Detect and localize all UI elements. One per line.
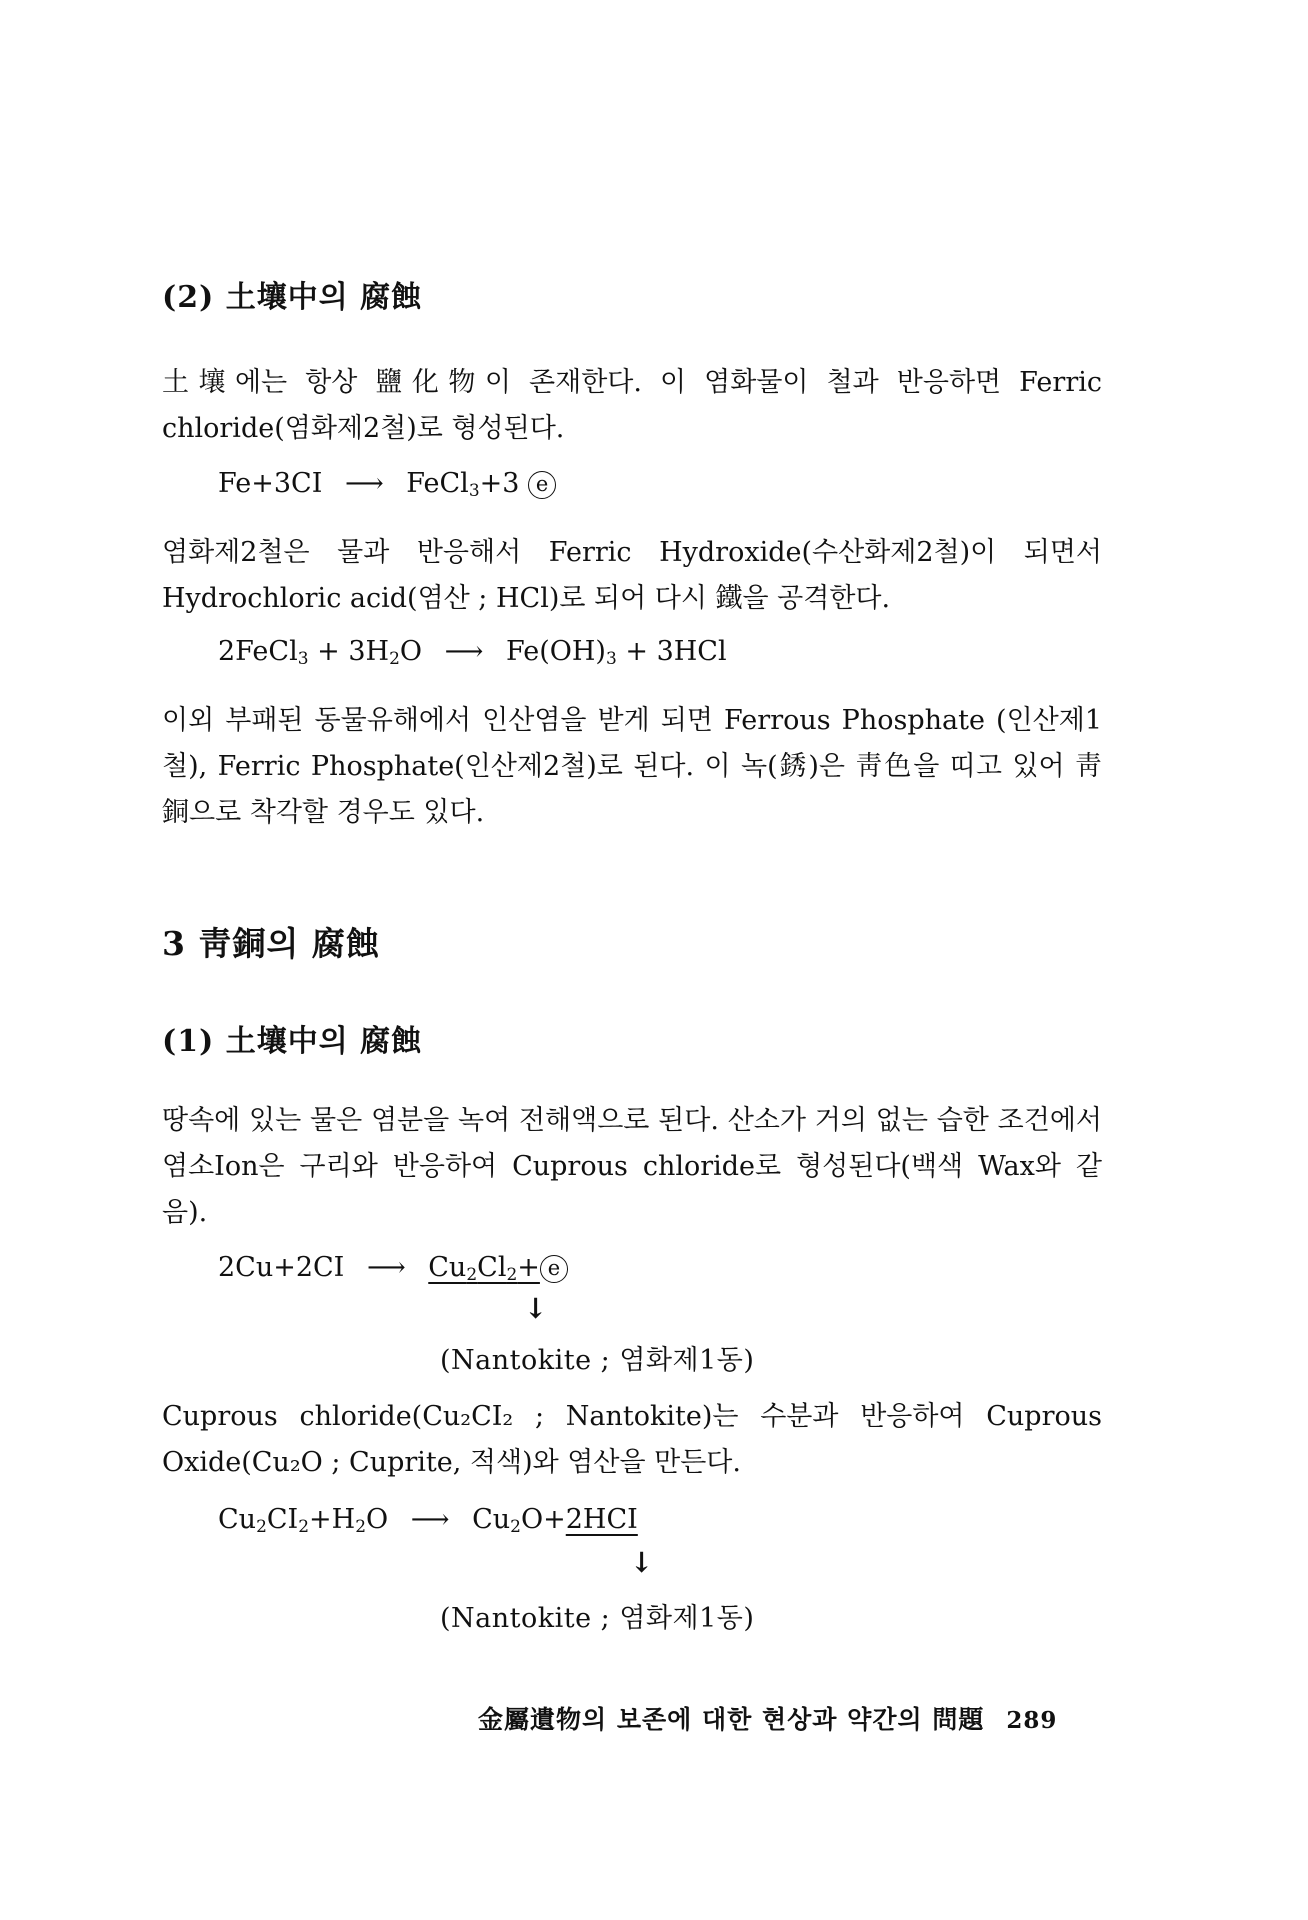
subscript: 3: [605, 649, 617, 669]
subscript: 3: [468, 481, 480, 501]
equation-term: Cu: [218, 1504, 257, 1535]
paragraph: 염화제2철은 물과 반응해서 Ferric Hydroxide(수산화제2철)이 되면서 Hydrochloric acid(염산 ; HCl)로 되어 다시 鐵을 공격한다.: [162, 537, 1102, 614]
equation-term: O: [366, 1504, 389, 1535]
chemical-equation: [218, 468, 556, 501]
reaction-arrow: ⟶: [410, 1504, 450, 1535]
paragraph: Cuprous chloride(Cu₂CI₂ ; Nantokite)는 수분과 반응하여 Cuprous Oxide(Cu₂O ; Cuprite, 적색)와 염산을 만든다.: [162, 1401, 1102, 1478]
down-arrow: ↓: [630, 1546, 654, 1579]
equation-term: O+: [520, 1504, 566, 1535]
equation-term: 2FeCl: [218, 636, 298, 667]
reaction-arrow: ⟶: [444, 636, 484, 667]
electron-symbol: e: [540, 1255, 568, 1283]
equation-product: 2HCI: [565, 1504, 638, 1535]
down-arrow: ↓: [524, 1292, 548, 1325]
equation-product: $Cu_2Cl_2+ e$: [428, 1252, 568, 1283]
section-heading: (2) 土壤中의 腐蝕: [162, 280, 423, 315]
equation-term: + 3HCl: [625, 636, 727, 667]
subscript: 2: [355, 1517, 367, 1537]
paragraph: 土壤에는 항상 鹽化物이 존재한다. 이 염화물이 철과 반응하면 Ferric chloride(염화제2철)로 형성된다.: [162, 367, 1102, 444]
chemical-equation: [218, 1252, 568, 1285]
equation-term: CI: [266, 1504, 299, 1535]
reaction-arrow: ⟶: [366, 1252, 406, 1283]
running-footer: [478, 1700, 1057, 1736]
mineral-note: (Nantokite ; 염화제1동): [440, 1345, 755, 1376]
equation-term: Cu: [472, 1504, 511, 1535]
chemical-equation: [218, 1504, 638, 1537]
equation-term: +3: [479, 468, 520, 499]
paragraph: 이외 부패된 동물유해에서 인산염을 받게 되면 Ferrous Phosphate (인산제1철), Ferric Phosphate(인산제2철)로 된다. 이 녹(銹)은 靑色을 띠고 있어 靑銅으로 착각할 경우도 있다.: [162, 705, 1102, 828]
page-number: 289: [1006, 1707, 1058, 1734]
footer-title: 金屬遺物의 보존에 대한 현상과 약간의 問題: [478, 1705, 985, 1734]
equation-lhs: Fe+3CI: [218, 468, 323, 499]
equation-term: O: [399, 636, 423, 667]
chemical-equation: [218, 636, 727, 669]
equation-term: Fe(OH): [505, 636, 606, 667]
mineral-note: (Nantokite ; 염화제1동): [440, 1603, 755, 1634]
subscript: 2: [389, 649, 400, 669]
equation-lhs: 2Cu+2CI: [218, 1252, 345, 1283]
equation-term: FeCl: [406, 468, 469, 499]
section-heading: 3 靑銅의 腐蝕: [162, 924, 380, 963]
subscript: 2: [298, 1517, 310, 1537]
reaction-arrow: ⟶: [344, 468, 384, 499]
subscript: 2: [510, 1517, 521, 1537]
equation-term: +H: [309, 1504, 356, 1535]
equation-term: + 3H: [317, 636, 390, 667]
electron-symbol: e: [528, 471, 556, 499]
paragraph: 땅속에 있는 물은 염분을 녹여 전해액으로 된다. 산소가 거의 없는 습한 조건에서 염소Ion은 구리와 반응하여 Cuprous chloride로 형성된다(백색 Wax와 같음).: [162, 1105, 1102, 1228]
subsection-heading: (1) 土壤中의 腐蝕: [162, 1024, 423, 1059]
subscript: 3: [297, 649, 309, 669]
subscript: 2: [256, 1517, 267, 1537]
